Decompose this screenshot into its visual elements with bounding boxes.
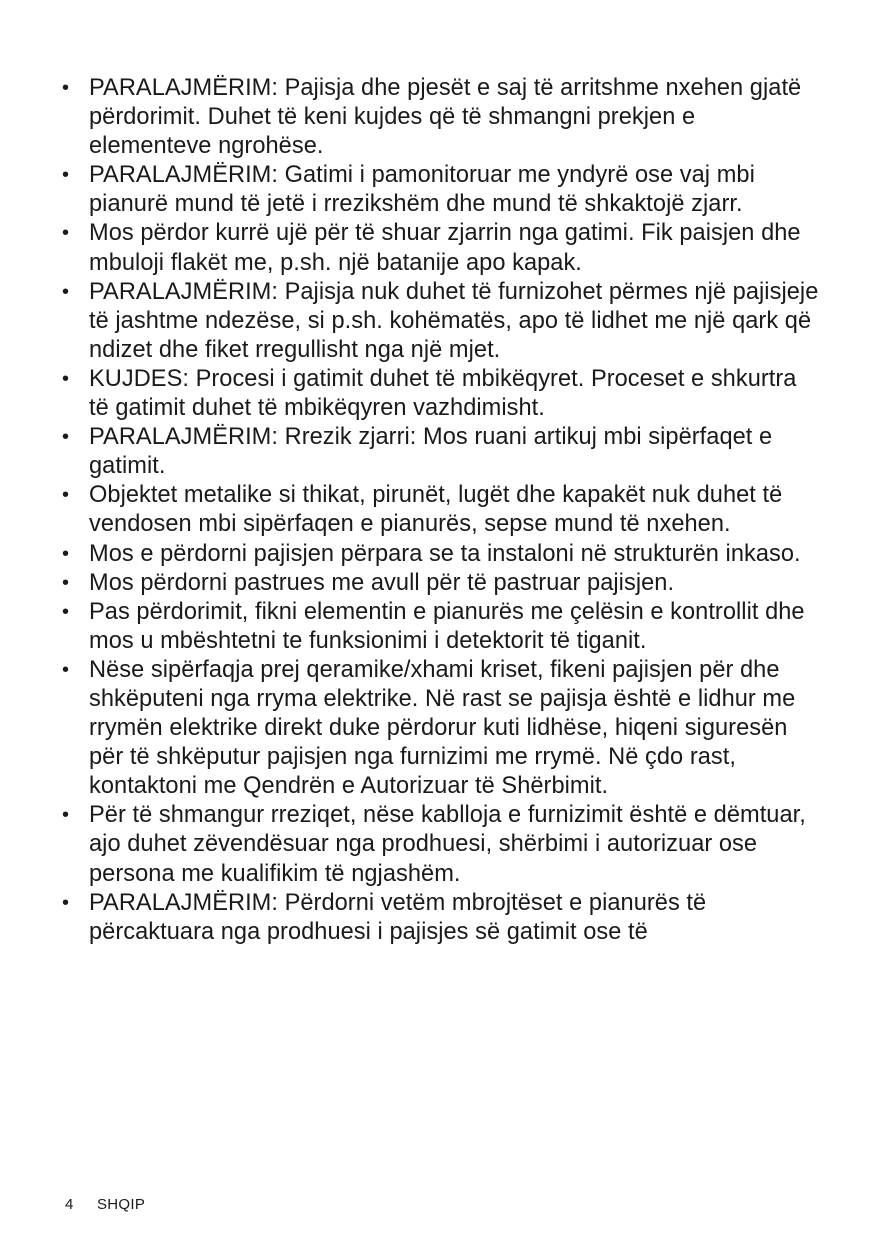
list-item-text: Nëse sipërfaqja prej qeramike/xhami kriset, fikeni pajisjen për dhe shkëputeni nga rryma elektrike. Në rast se pajisja është e lidhur me rrymën elektrike direkt duke përdorur kuti lidhëse, hiqeni siguresën për të shkëputur pajisjen nga furnizimi me rrymë. Në çdo rast, kontaktoni me Qendrën e Autorizuar të Shërbimit. [89, 656, 796, 800]
list-item [62, 889, 822, 947]
list-item-text: Pas përdorimit, fikni elementin e pianurës me çelësin e kontrollit dhe mos u mbështetni te funksionimi i detektorit të tiganit. [89, 598, 805, 654]
list-item [62, 481, 822, 539]
bullet-icon: • [62, 542, 70, 565]
language-label: SHQIP [97, 1196, 146, 1213]
list-item [62, 219, 822, 277]
bullet-icon: • [62, 658, 70, 681]
list-item-text: PARALAJMËRIM: Përdorni vetëm mbrojtëset e pianurës të përcaktuara nga prodhuesi i pajisjes së gatimit ose të [89, 889, 707, 945]
list-item-text: PARALAJMËRIM: Pajisja nuk duhet të furnizohet përmes një pajisjeje të jashtme ndezëse, si p.sh. kohëmatës, apo të lidhet me një qark që ndizet dhe fiket rregullisht nga një mjet. [89, 278, 819, 363]
bullet-icon: • [62, 426, 70, 449]
bullet-icon: • [62, 484, 70, 507]
bullet-icon: • [62, 600, 70, 623]
page-number: 4 [65, 1196, 74, 1213]
bullet-icon: • [62, 222, 70, 245]
list-item-text: Mos e përdorni pajisjen përpara se ta instaloni në strukturën inkaso. [89, 540, 801, 567]
page-footer [65, 1196, 145, 1213]
safety-bullet-list [62, 74, 822, 947]
list-item [62, 423, 822, 481]
list-item [62, 161, 822, 219]
bullet-icon: • [62, 164, 70, 187]
list-item-text: Për të shmangur rreziqet, nëse kablloja e furnizimit është e dëmtuar, ajo duhet zëvendësuar nga prodhuesi, shërbimi i autorizuar ose persona me kualifikim të ngjashëm. [89, 802, 806, 887]
list-item-text: PARALAJMËRIM: Pajisja dhe pjesët e saj të arritshme nxehen gjatë përdorimit. Duhet të keni kujdes që të shmangni prekjen e elementeve ngrohëse. [89, 75, 802, 160]
bullet-icon: • [62, 804, 70, 827]
list-item-text: Mos përdor kurrë ujë për të shuar zjarrin nga gatimi. Fik paisjen dhe mbuloji flakët me, p.sh. një batanije apo kapak. [89, 220, 801, 276]
list-item-text: Mos përdorni pastrues me avull për të pastruar pajisjen. [89, 569, 675, 596]
list-item [62, 569, 822, 598]
list-item-text: Objektet metalike si thikat, pirunët, lugët dhe kapakët nuk duhet të vendosen mbi sipërfaqen e pianurës, sepse mund të nxehen. [89, 482, 783, 538]
bullet-icon: • [62, 891, 70, 914]
list-item [62, 74, 822, 161]
list-item [62, 278, 822, 365]
list-item [62, 801, 822, 888]
list-item-text: PARALAJMËRIM: Rrezik zjarri: Mos ruani artikuj mbi sipërfaqet e gatimit. [89, 424, 773, 480]
bullet-icon: • [62, 367, 70, 390]
bullet-icon: • [62, 280, 70, 303]
list-item [62, 540, 822, 569]
list-item [62, 656, 822, 801]
bullet-icon: • [62, 571, 70, 594]
list-item [62, 598, 822, 656]
list-item-text: KUJDES: Procesi i gatimit duhet të mbikëqyret. Proceset e shkurtra të gatimit duhet të mbikëqyren vazhdimisht. [89, 365, 797, 422]
list-item [62, 365, 822, 423]
list-item-text: PARALAJMËRIM: Gatimi i pamonitoruar me yndyrë ose vaj mbi pianurë mund të jetë i rrezikshëm dhe mund të shkaktojë zjarr. [89, 162, 755, 218]
bullet-icon: • [62, 77, 70, 99]
